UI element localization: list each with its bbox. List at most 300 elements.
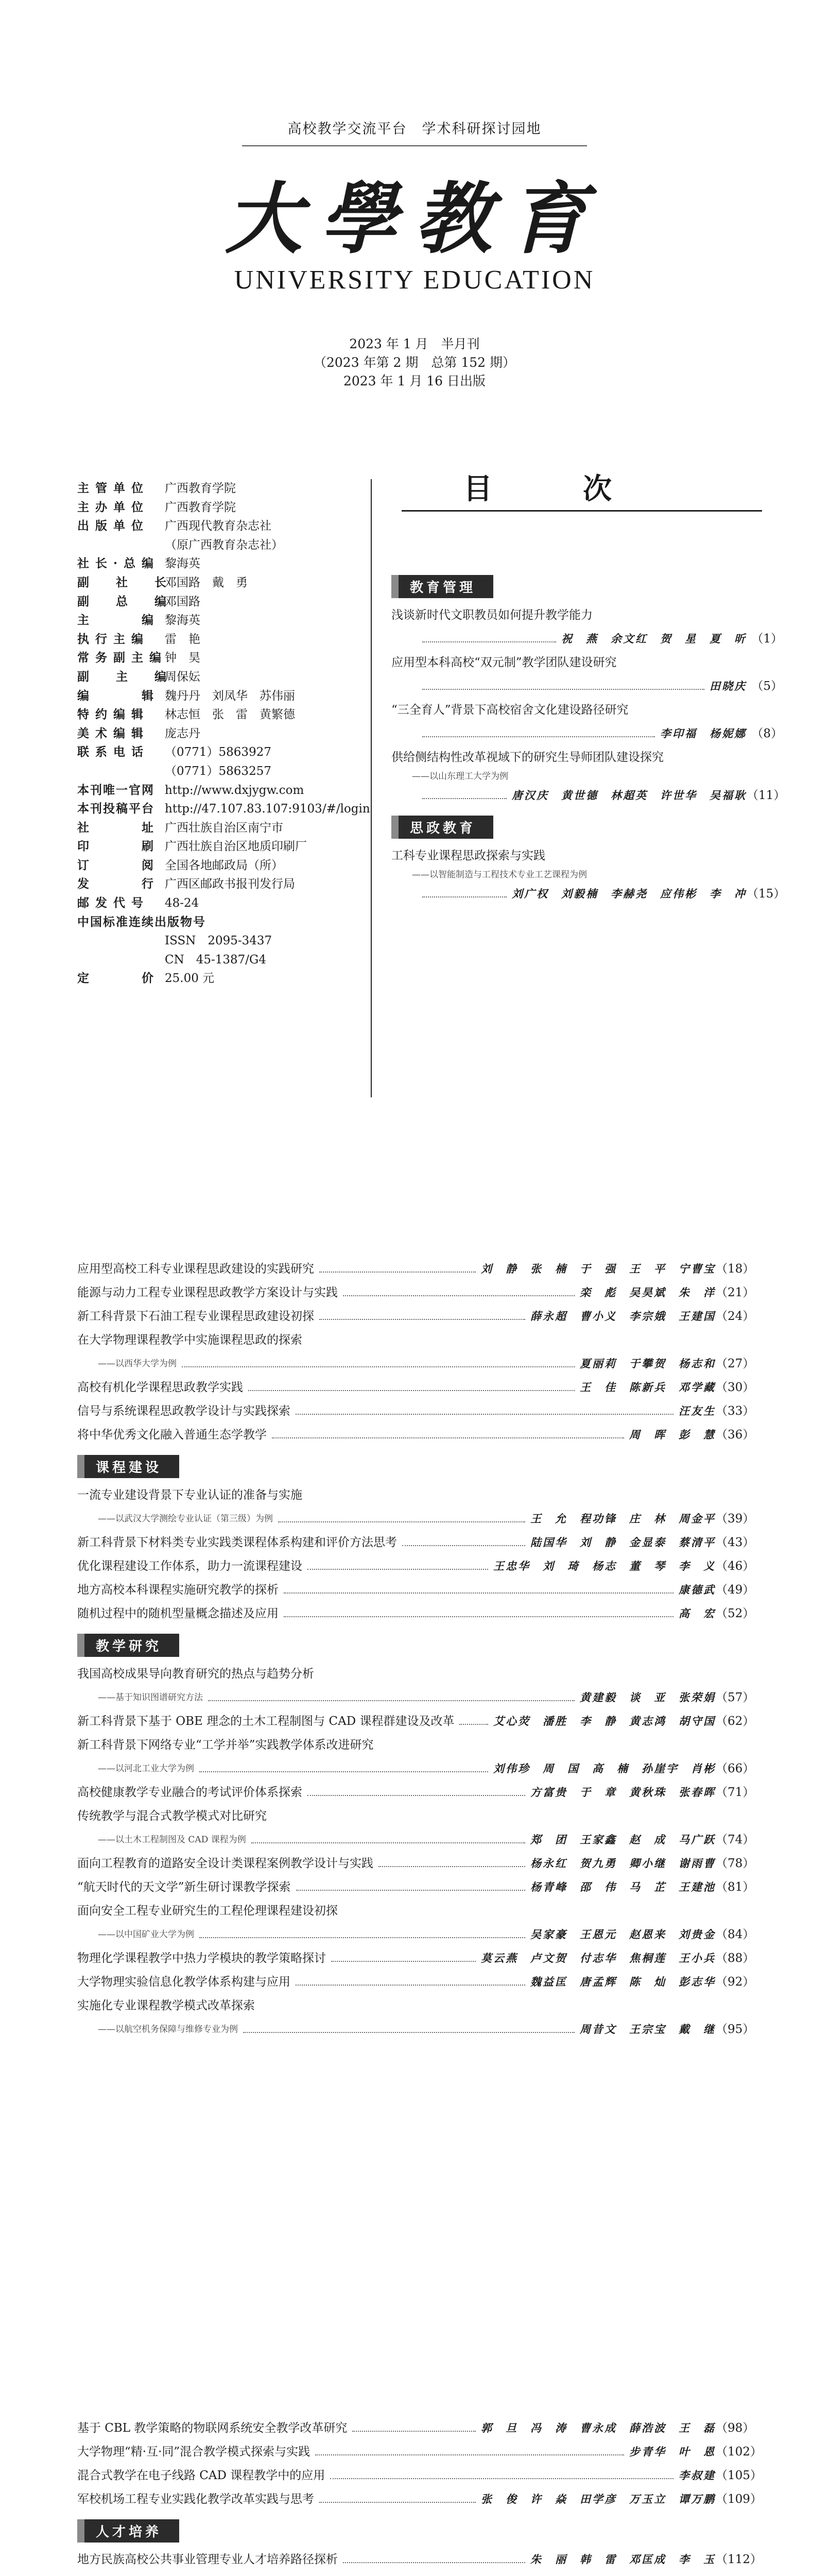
masthead-row [77, 554, 304, 573]
entry-title[interactable]: 新工科背景下网络专业“工学并举”实践教学体系改进研究 [77, 1738, 374, 1752]
toc-title-rule [402, 510, 762, 512]
masthead-value: 黎海英 [165, 557, 200, 571]
entry-title[interactable]: 新工科背景下石油工程专业课程思政建设初探 [77, 1310, 314, 1323]
entry-line [77, 1423, 755, 1447]
dot-leader [243, 2026, 575, 2033]
masthead-row [77, 573, 304, 592]
entry-title[interactable]: 我国高校成果导向教育研究的热点与趋势分析 [77, 1667, 314, 1681]
toc-main [77, 1257, 755, 2041]
entry-author: 王 佳 陈新兵 邓学藏 [580, 1381, 716, 1394]
toc-entry[interactable] [391, 844, 786, 906]
entry-line [77, 1376, 755, 1399]
entry-title[interactable]: 浅谈新时代文职教员如何提升教学能力 [391, 608, 593, 622]
dot-leader [182, 1360, 575, 1367]
toc-entry[interactable] [77, 1399, 755, 1423]
entry-byline [391, 722, 783, 745]
dot-leader [319, 1313, 525, 1320]
masthead-value: 魏丹丹 刘凤华 苏伟丽 [165, 689, 295, 703]
entry-title[interactable]: 混合式教学在电子线路 CAD 课程教学中的应用 [77, 2469, 325, 2482]
entry-byline [77, 1923, 755, 1946]
toc-title: 目 次 [463, 472, 643, 506]
logo-english: UNIVERSITY EDUCATION [234, 265, 595, 295]
masthead-row [77, 762, 304, 781]
issue-line-1: 2023 年 1 月 半月刊 [349, 336, 480, 351]
masthead-value: 广西教育学院 [165, 500, 236, 514]
entry-author: 杨永红 贺九勇 卿小继 谢雨曹 [530, 1857, 716, 1870]
entry-byline [77, 1507, 755, 1531]
toc-section-header [391, 816, 783, 839]
entry-author: 李印福 杨妮娜 [660, 727, 747, 740]
masthead-value: 广西壮族自治区南宁市 [165, 821, 283, 835]
entry-title[interactable]: 地方民族高校公共事业管理专业人才培养路径探析 [77, 2553, 338, 2566]
entry-title[interactable]: 将中华优秀文化融入普通生态学教学 [77, 1428, 267, 1442]
dot-leader [402, 1539, 525, 1546]
masthead-label: 执 行 主 编 [77, 632, 145, 646]
entry-line [77, 2487, 762, 2511]
dot-leader [296, 1884, 525, 1891]
masthead-label: 副 总 编 [77, 594, 167, 608]
masthead-value: 邓国路 [165, 595, 200, 608]
masthead-value: 广西壮族自治区地质印刷厂 [165, 840, 307, 854]
masthead-label: 美 术 编 辑 [77, 726, 145, 740]
masthead-value: http://47.107.83.107:9103/#/login [165, 802, 370, 816]
masthead-row [77, 837, 307, 856]
section-tag: 课程建设 [77, 1455, 179, 1478]
toc-entry[interactable] [391, 698, 783, 745]
toc-entry[interactable] [77, 1781, 755, 1804]
entry-line [77, 1304, 755, 1328]
entry-line [77, 2571, 752, 2576]
entry-line [77, 2440, 762, 2464]
entry-page: （30） [716, 1381, 755, 1394]
masthead-label: 订 阅 [77, 858, 154, 872]
toc-entry[interactable] [77, 1328, 755, 1376]
toc-entry[interactable] [77, 1662, 755, 1709]
entry-page: （66） [716, 1762, 755, 1775]
entry-page: （43） [716, 1536, 755, 1549]
entry-line [77, 1578, 755, 1602]
masthead-row [77, 743, 304, 762]
entry-title[interactable]: 高校有机化学课程思政教学实践 [77, 1381, 243, 1394]
masthead-value: 雷 艳 [165, 632, 200, 646]
entry-author: 陆国华 刘 静 金显泰 蔡清平 [530, 1536, 716, 1549]
masthead-row [77, 894, 304, 913]
entry-subtitle: ——以智能制造与工程技术专业工艺课程为例 [412, 870, 587, 880]
entry-page: （95） [716, 2023, 755, 2036]
entry-page: （98） [716, 2421, 755, 2435]
entry-title[interactable]: 大学物理实验信息化教学体系构建与应用 [77, 1975, 290, 1989]
dot-leader [315, 2448, 624, 2455]
masthead-label: 印 刷 [77, 839, 154, 854]
toc-section-header [77, 1455, 752, 1478]
masthead-label [77, 536, 165, 555]
entry-title[interactable]: 实施化专业课程教学模式改革探索 [77, 1999, 255, 2012]
entry-author: 唐汉庆 黄世德 林超英 许世华 吴福耿 [512, 789, 747, 802]
toc-section-header [391, 575, 783, 598]
toc-entry[interactable] [77, 2416, 755, 2440]
masthead-value: 广西教育学院 [165, 482, 236, 495]
masthead-label: 发 行 [77, 877, 154, 891]
masthead-row [77, 819, 304, 838]
masthead-row [77, 649, 304, 668]
entry-line [77, 1852, 755, 1875]
masthead-row [77, 705, 304, 724]
dot-leader [284, 1586, 673, 1594]
masthead-label: 主 管 单 位 [77, 481, 145, 495]
dot-leader [343, 1289, 575, 1296]
dot-leader [422, 792, 507, 799]
entry-title[interactable]: 供给侧结构性改革视域下的研究生导师团队建设探究 [391, 751, 664, 764]
entry-byline [391, 882, 786, 906]
masthead-label [77, 951, 165, 970]
masthead-row [77, 536, 304, 555]
masthead-row [77, 611, 304, 630]
entry-page: （24） [716, 1310, 755, 1323]
toc-entry[interactable] [77, 1970, 755, 1994]
toc-entry[interactable] [77, 1531, 755, 1554]
entry-page: （21） [716, 1286, 755, 1299]
entry-author: 魏益匡 唐孟辉 陈 灿 彭志华 [530, 1975, 716, 1988]
masthead-label: 联 系 电 话 [77, 745, 145, 759]
entry-page: （46） [716, 1560, 755, 1573]
entry-subtitle: ——以山东理工大学为例 [412, 771, 508, 782]
entry-page: （102） [716, 2445, 762, 2459]
masthead-label: 社 长 · 总 编 [77, 556, 155, 571]
dot-leader [296, 1408, 673, 1415]
entry-page: （78） [716, 1857, 755, 1870]
masthead-row [77, 724, 304, 743]
entry-page: （81） [716, 1880, 755, 1894]
toc-bottom [77, 2416, 762, 2576]
entry-title[interactable]: 面向工程教育的道路安全设计类课程案例教学设计与实践 [77, 1857, 373, 1870]
entry-line [77, 1946, 755, 1970]
entry-title[interactable]: 地方高校本科课程实施研究教学的探析 [77, 1583, 279, 1597]
entry-author: 栾 彪 吴昊斌 朱 洋 [580, 1286, 716, 1299]
entry-subtitle: ——以武汉大学测绘专业认证（第三级）为例 [98, 1514, 273, 1524]
entry-line [77, 1781, 755, 1804]
entry-title[interactable]: 应用型高校工科专业课程思政建设的实践研究 [77, 1262, 314, 1276]
tagline-rule [242, 145, 587, 146]
entry-author: 莫云燕 卢文贺 付志华 焦桐莲 王小兵 [481, 1952, 716, 1964]
issue-line-2: （2023 年第 2 期 总第 152 期） [314, 355, 515, 370]
entry-title[interactable]: 基于 CBL 教学策略的物联网系统安全教学改革研究 [77, 2421, 348, 2435]
entry-author: 郭 旦 冯 涛 曹永成 薛浩波 王 磊 [481, 2421, 716, 2434]
masthead-value: 25.00 元 [165, 972, 215, 986]
dot-leader [330, 2472, 673, 2479]
entry-line [77, 1399, 755, 1423]
entry-author: 周昔文 王宗宝 戴 继 [580, 2023, 716, 2036]
entry-byline [77, 1352, 755, 1376]
toc-entry[interactable] [77, 2440, 762, 2464]
issue-info [0, 335, 829, 391]
masthead-row [77, 800, 370, 819]
entry-title[interactable]: 大学物理“精·互·同”混合教学模式探索与实践 [77, 2445, 310, 2459]
masthead-value: 钟 昊 [165, 651, 200, 665]
entry-author: 王忠华 刘 琦 杨志 董 琴 李 义 [493, 1560, 716, 1572]
dot-leader [331, 1955, 476, 1962]
toc-entry[interactable] [77, 1602, 755, 1625]
dot-leader [422, 683, 704, 690]
entry-line [77, 2464, 762, 2487]
entry-title[interactable]: 高校健康教学专业融合的考试评价体系探索 [77, 1786, 302, 1799]
dot-leader [459, 1718, 488, 1725]
masthead-label: 副 主 编 [77, 669, 167, 684]
toc-entry[interactable] [77, 2548, 762, 2571]
masthead-value: （0771）5863927 [165, 745, 271, 759]
toc-entry[interactable] [77, 1281, 755, 1304]
entry-title[interactable]: 一流专业建设背景下专业认证的准备与实施 [77, 1488, 302, 1502]
section-tag: 教育管理 [391, 575, 493, 598]
entry-line [77, 1970, 755, 1994]
entry-title[interactable] [77, 2571, 279, 2576]
entry-line [77, 1554, 755, 1578]
masthead-value: （原广西教育杂志社） [165, 538, 283, 552]
masthead-row [77, 931, 304, 951]
entry-author [481, 2571, 716, 2576]
toc-entry[interactable] [77, 2487, 762, 2511]
entry-page: （71） [716, 1786, 755, 1799]
dot-leader [284, 1610, 673, 1617]
masthead-label: 本刊唯一官网 [77, 783, 154, 797]
dot-leader [278, 1515, 525, 1522]
dot-leader [248, 1384, 575, 1391]
masthead-value: 全国各地邮政局（所） [165, 858, 283, 872]
entry-title[interactable]: 随机过程中的随机型量概念描述及应用 [77, 1607, 279, 1620]
masthead-value: 黎海英 [165, 614, 200, 628]
entry-title[interactable]: 能源与动力工程专业课程思政教学方案设计与实践 [77, 1286, 338, 1299]
entry-author: 艾心荧 潘胜 李 静 黄志鸿 胡守国 [493, 1715, 716, 1727]
masthead-label [77, 762, 165, 781]
entry-title[interactable]: 优化课程建设工作体系，助力一流课程建设 [77, 1560, 302, 1573]
masthead-value: 广西现代教育杂志社 [165, 519, 271, 533]
entry-byline [77, 2018, 755, 2041]
dot-leader [319, 2496, 476, 2503]
entry-line [77, 1602, 755, 1625]
entry-line [77, 1531, 755, 1554]
toc-entry[interactable] [77, 1852, 755, 1875]
masthead-row [77, 856, 304, 875]
masthead-label: 邮 发 代 号 [77, 896, 145, 910]
toc-entry[interactable] [77, 1554, 755, 1578]
masthead-value: （0771）5863257 [165, 764, 271, 778]
dot-leader [422, 730, 655, 737]
entry-page: （92） [716, 1975, 755, 1989]
toc-entry[interactable] [77, 1875, 755, 1899]
entry-byline [391, 784, 786, 807]
toc-entry[interactable] [77, 1709, 755, 1733]
entry-page: （62） [716, 1715, 755, 1728]
entry-author: 王 允 程功锋 庄 林 周金平 [530, 1512, 716, 1525]
entry-author: 刘伟珍 周 国 高 楠 孙崖宇 肖彬 [493, 1762, 716, 1775]
entry-page: （33） [716, 1404, 755, 1418]
entry-title[interactable]: 在大学物理课程教学中实施课程思政的探索 [77, 1333, 302, 1347]
toc-entry[interactable] [77, 1304, 755, 1328]
entry-page: （36） [716, 1428, 755, 1442]
entry-title[interactable]: 物理化学课程教学中热力学模块的教学策略探讨 [77, 1952, 326, 1965]
dot-leader [272, 1431, 624, 1438]
entry-author: 张 俊 许 焱 田学彦 万玉立 谭万鹏 [481, 2493, 716, 2505]
entry-page: （27） [716, 1357, 755, 1370]
masthead-value: 庞志丹 [165, 726, 200, 740]
masthead-label: 副 社 长 [77, 575, 167, 589]
dot-leader [251, 1836, 525, 1843]
masthead-label: 编 辑 [77, 688, 154, 703]
entry-author: 刘广权 刘毅楠 李赫尧 应伟彬 李 冲 [512, 887, 747, 900]
section-tag: 教学研究 [77, 1634, 179, 1657]
logo-chinese: 大學教育 [224, 174, 604, 264]
toc-entry[interactable] [77, 1994, 755, 2041]
toc-entry[interactable] [77, 2571, 752, 2576]
masthead-value: 48-24 [165, 896, 199, 910]
masthead-row [77, 479, 304, 498]
entry-title[interactable]: 信号与系统课程思政教学设计与实践探索 [77, 1404, 290, 1418]
masthead-value: 周保妘 [165, 670, 200, 684]
entry-author: 吴家豪 王恩元 赵恩来 刘贵金 [530, 1928, 716, 1941]
masthead [77, 479, 370, 988]
toc-entry[interactable] [77, 1578, 755, 1602]
tagline: 高校教学交流平台 学术科研探讨园地 [287, 121, 542, 137]
dot-leader [199, 1931, 525, 1938]
masthead-row [77, 668, 304, 687]
masthead-label: 出 版 单 位 [77, 519, 145, 533]
masthead-row [77, 913, 304, 932]
entry-byline [77, 1828, 755, 1852]
entry-title[interactable]: “三全育人”背景下高校宿舍文化建设路径研究 [391, 703, 629, 717]
toc-entry[interactable] [77, 1483, 755, 1531]
entry-author: 周 晖 彭 慧 [629, 1428, 716, 1441]
dot-leader [307, 1563, 488, 1570]
entry-author: 方富贵 于 章 黄秋珠 张春晖 [530, 1786, 716, 1799]
entry-subtitle: ——以河北工业大学为例 [98, 1764, 194, 1774]
entry-author: 郑 团 王家鑫 赵 成 马广跃 [530, 1833, 716, 1846]
masthead-row [77, 875, 304, 894]
column-divider [371, 479, 372, 1097]
entry-author: 薛永超 曹小义 李宗娥 王建国 [530, 1310, 716, 1323]
entry-author: 杨青峰 邵 伟 马 芷 王建池 [530, 1880, 716, 1893]
toc-entry[interactable] [77, 1946, 755, 1970]
masthead-row [77, 781, 304, 800]
issue-line-3: 2023 年 1 月 16 日出版 [343, 374, 486, 388]
entry-author: 高 宏 [679, 1607, 716, 1620]
entry-title[interactable]: 传统教学与混合式教学模式对比研究 [77, 1809, 267, 1823]
toc-entry[interactable] [77, 1257, 755, 1281]
masthead-row [77, 951, 304, 970]
masthead-label: 定 价 [77, 971, 154, 986]
toc-entry[interactable] [77, 1423, 755, 1447]
entry-subtitle: ——以西华大学为例 [98, 1359, 177, 1369]
masthead-label: 社 址 [77, 820, 154, 835]
entry-author: 祝 燕 余文红 贺 星 夏 昕 [561, 632, 747, 645]
masthead-value: 林志恒 张 雷 黄繁德 [165, 708, 295, 722]
entry-line [77, 1709, 755, 1733]
entry-page: （1） [751, 632, 783, 646]
entry-page: （74） [716, 1833, 755, 1846]
entry-page: （18） [716, 1262, 755, 1276]
entry-author: 李叔建 [679, 2469, 716, 2482]
entry-subtitle: ——基于知识图谱研究方法 [98, 1692, 203, 1703]
entry-title[interactable]: 面向安全工程专业研究生的工程伦理课程建设初探 [77, 1904, 338, 1918]
entry-page: （15） [747, 887, 786, 901]
masthead-value: 邓国路 戴 勇 [165, 575, 248, 589]
entry-byline [391, 674, 783, 698]
dot-leader [352, 2425, 476, 2432]
toc-entry[interactable] [391, 745, 786, 807]
toc-entry[interactable] [77, 1733, 755, 1781]
masthead-row [77, 517, 304, 536]
entry-title[interactable]: 应用型本科高校“双元制”教学团队建设研究 [391, 656, 617, 669]
masthead-row [77, 969, 304, 988]
dot-leader [307, 1789, 525, 1796]
entry-author: 朱 丽 韩 雷 邓匡成 李 玉 [530, 2553, 716, 2566]
entry-title[interactable]: 军校机场工程专业实践化教学改革实践与思考 [77, 2493, 314, 2506]
toc-entry[interactable] [77, 1899, 755, 1946]
entry-page: （105） [716, 2469, 762, 2482]
masthead-label: 主 编 [77, 613, 154, 628]
entry-author: 黄建毅 谈 亚 张荣娟 [580, 1691, 716, 1704]
entry-title[interactable]: “航天时代的天文学”新生研讨课教学探索 [77, 1880, 291, 1894]
entry-page: （52） [716, 1607, 755, 1620]
entry-page: （88） [716, 1952, 755, 1965]
entry-line [77, 1281, 755, 1304]
entry-line [77, 2416, 755, 2440]
toc-top [391, 567, 786, 906]
entry-byline [391, 627, 783, 651]
entry-title[interactable]: 工科专业课程思政探索与实践 [391, 849, 545, 862]
entry-subtitle: ——以土木工程制图及 CAD 课程为例 [98, 1835, 246, 1845]
entry-author: 步青华 叶 恩 [629, 2445, 716, 2458]
entry-page: （109） [716, 2493, 762, 2506]
dot-leader [422, 635, 556, 642]
masthead-value: ISSN 2095-3437 [165, 934, 272, 948]
masthead-label: 常 务 副 主 编 [77, 651, 163, 665]
masthead-label: 本刊投稿平台 [77, 802, 154, 816]
toc-entry[interactable] [77, 1804, 755, 1852]
toc-entry[interactable] [77, 2464, 762, 2487]
dot-leader [422, 890, 507, 897]
entry-line [77, 1257, 755, 1281]
dot-leader [208, 1694, 575, 1701]
entry-page: （84） [716, 1928, 755, 1941]
toc-entry[interactable] [391, 603, 783, 651]
masthead-row [77, 592, 304, 612]
journal-logo [0, 175, 829, 295]
masthead-value [165, 913, 304, 932]
entry-title[interactable]: 新工科背景下基于 OBE 理念的土木工程制图与 CAD 课程群建设及改革 [77, 1715, 455, 1728]
entry-line [77, 1875, 755, 1899]
entry-page: （11） [747, 789, 786, 802]
toc-entry[interactable] [77, 1376, 755, 1399]
masthead-row [77, 498, 304, 517]
toc-section-header [77, 2519, 752, 2543]
masthead-label: 主 办 单 位 [77, 500, 145, 514]
entry-page: （49） [716, 1583, 755, 1597]
dot-leader [343, 2556, 525, 2563]
entry-page: （112） [716, 2553, 762, 2566]
toc-entry[interactable] [391, 651, 783, 698]
entry-line [77, 2548, 762, 2571]
masthead-label: 中国标准连续出版物号 [77, 914, 206, 929]
masthead-row [77, 687, 304, 706]
entry-page [716, 2571, 752, 2576]
entry-page: （8） [751, 727, 783, 740]
masthead-value: 广西区邮政书报刊发行局 [165, 877, 295, 891]
masthead-label [77, 931, 165, 951]
entry-author: 汪友生 [679, 1404, 716, 1417]
section-tag: 人才培养 [77, 2519, 179, 2543]
dot-leader [319, 1265, 476, 1273]
entry-title[interactable]: 新工科背景下材料类专业实践类课程体系构建和评价方法思考 [77, 1536, 397, 1549]
dot-leader [378, 1860, 525, 1867]
